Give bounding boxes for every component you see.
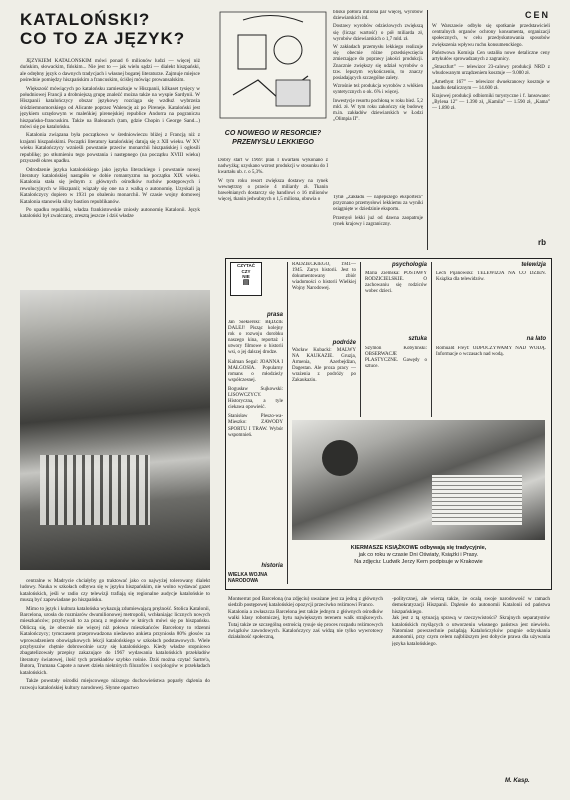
article-paragraph: Większość mówiących po katalońsku zamieszkuje w Hiszpanii, kilkaset tysięcy w południowej Francji a drobniejszą grupę znaleźć można także na wyspie Sardynii. W Hiszpanii katalończycy obszar językowy rozciąga się wzdłuż wybrzeża śródziemnomorskiego od Alicante poprzez Walencję aż po Pireneje. Kataloński jest językiem urzędowym w maleńkiej pirenejskiej republice Andorra na pograniczu hiszpańsko-francuskim. Także na Balearach (tam, gdzie Chopin i George Sand...) mówi się po katalońsku. [20, 85, 200, 131]
montserrat-photo [20, 290, 210, 570]
reviews-column-mid [292, 262, 356, 417]
caption-line: Na zdjęciu: Ludwik Jerzy Kern podpisuje w Krakowie [354, 559, 483, 565]
article-paragraph: Mimo to język i kultura katalońska wykazują zdumiewającą prężność. Stolica Katalonii, Barcelona, urosła do rozmiarów dwumilionowej metropolii, wchłaniając licznych nowych mieszkańców; przybywali to za pracą z regionów w których mówi się po hiszpańsku. Obliczą się, że obecnie nie więcej niż połowa mieszkańców Barcelony to rdzenni Katalończycy; tymczasem przeprowadzona niedawno ankieta przyniosła 80% głosów za wprowadzeniem obowiązkowych lekcji katalońskiego w szkołach podstawowych. Wiele przybyszów chętnie dobrowolnie uczy się katalońskiego. Kiedy władze stopniowo zbagatelizowały przepisy zakazujące do 1967 wydawania katalońskich przekładów literatury światowej, ilość tych przekładów szybko rośnie. Dziś można czytać Sartre'a, Butora, Trumana Capote a nawet dzieła niektórych filozofów i socjologów w przekładach katalońskich. [20, 605, 210, 676]
article-paragraph: Także powstały ośrodki miejscowego niższego duchowieństwa poparły dążenia do rozwoju katalońskiej kultury narodowej. Słynne opactwo [20, 678, 210, 691]
resort-column-a [218, 158, 328, 248]
article-column-3: -politycznej, ale wierzą także, że ocalą swoje narodowość w ramach demokratyzacji Hiszpanii. Dążenie do autonomii Katalonii od państwa hiszpańskiego. Jak jest z tą sytuacją sprawą w rzeczywistości? Skrajnych separatystów katalońskich myślących o utworzeniu własnego państwa jest niewielu. Natomiast powszechnie pożądają Katalończyków pragnie odzyskania autonomii, przy czym celem najbliższym jest dobycie prawa dla używania języka katalońskiego. [392, 596, 550, 647]
resort-item: blisko półtora miliona par więcej, wyrobów dziewiarskich itd. [333, 10, 423, 22]
resort-item: Tytuł „Zakładu — najlepszego eksportera” przyznano przemysłowi lekkiemu za wyniki osiągnięte w dziedzinie eksportu. [333, 195, 423, 213]
column-divider [287, 262, 288, 584]
tag-historia: historia [261, 563, 283, 569]
review-item: Kalman Segal: JOANNA I MAŁGOSIA. Popularny romans o młodzieży współczesnej. [228, 359, 283, 383]
resort-item: W zakładach przemysłu lekkiego realizuje się obecnie różne przedsięwzięcia zmierzające do poprawy jakości produkcji. Znacznie zwiększy się udział wyrobów o tzw. lepszym wykończeniu, to znaczy posiadających szczególne zalety. [333, 45, 423, 82]
review-item: Wacław Kubacki: MALWY NA KAUKAZIE. Gruzja, Armenia, Azerbejdżan, Dagestan. Ale proza pracy — wrażenia z podróży po Zakaukaziu. [292, 348, 356, 384]
headline-line2: CO TO ZA JĘZYK? [20, 29, 186, 48]
review-item: Jan Siekierski: BĘDZIE DALEJ! Pisząc kolejny rok o rozwoju dorobku naszego kina, reportaż i utwory filmowe o historii wsi, o jej dalszej drodze. [228, 320, 283, 356]
tag-prasa: prasa [266, 312, 283, 318]
review-item: Maria Ziemska: POSTAWY RODZICIELSKIE. O zachowaniu się rodziców wobec dzieci. [365, 271, 427, 295]
resort-item: W tym roku resort zwiększa dostawy na rynek wewnętrzny o prawie 4 miliardy zł. Tkanin bawełnianych dostarczy się handlowi o 16 milionów więcej, tkanin jedwabnych o 1,5 miliona, obuwia o [218, 178, 328, 203]
resort-item: Przemysł lekki już od dawna zaopatruje rynek krajowy i zagraniczny. [333, 215, 423, 227]
monastery-building-image [40, 455, 150, 525]
article-paragraph: Odrodzenie języka katalońskiego jako języka literackiego i powstanie nowej literatury katalońskiej nastąpiło w dobie romantyzmu na początku XIX wieku. Katalonia stała się jednym z głównych ośrodków ruchów postępowych i rewolucyjnych w Hiszpanii; wiązały się one na z walką o autonomię. Uzyskali ją Katalończycy dopiero w 1931 po obaleniu monarchii. W czasie wojny domowej Katalonia stanowiła silny bastion republikanów. [20, 166, 200, 205]
reviews-column-psych [365, 271, 427, 341]
historia-title: WIELKA WOJNA NARODOWA [228, 572, 268, 584]
review-item: RADZIECKIEGO, 1941—1945. Zarys historii. Jest to dokumentowany zbiór wiadomości o historii Wielkiej Wojny Narodowej. [292, 262, 356, 292]
headline [20, 10, 200, 48]
prices-item: W Warszawie odbyło się spotkanie przedstawicieli centralnych organów ochrony konsumenta, organizacji społecznych, w celu przedyskutowania sposobów zwiększenia wpływu ruchu konsumenckiego. [432, 24, 550, 48]
resort-column-c [333, 195, 423, 250]
book-fair-photo [292, 420, 545, 540]
prices-item: Państwowa Komisja Cen ustaliła nowe detaliczne ceny artykułów sprowadzanych z zagranicy. [432, 50, 550, 63]
prices-title: CEN [524, 10, 550, 20]
person-head-image [322, 440, 358, 476]
review-item: Stanisław Pleszo-wa-Mieszko: ZAWODY SPORTU I TRAW. Wybór wspomnień. [228, 414, 283, 438]
tag-na-lato: na lato [526, 336, 546, 342]
prices-item: „Amethyst 167” — telewizor dwuekranowy kosztuje w handlu detalicznym — 14.600 zł. [432, 79, 550, 91]
resort-title-line2: PRZEMYSŁU LEKKIEGO [232, 139, 314, 146]
column-divider [431, 262, 432, 417]
resort-item: Dobry start w 1969: plan I kwartału wykonano z nadwyżką; uzyskano wzrost produkcji w stosunku do I kwartału ub. r. o 5,3%. [218, 158, 328, 176]
prices-column [432, 10, 550, 250]
resort-item: Dostawy wyrobów odzieżowych zwiększą się (licząc wartość) o pół miliarda zł, wyrobów dziewiarskich o 1,7 mld. zł. [333, 24, 423, 42]
article-paragraph: Po upadku republiki, władza frankistowskie zniosły autonomię Katalonii. Język kataloński był zwalczany, zresztą jeszcze i dziś władze [20, 206, 200, 220]
review-item: Bogusław Sujkowski: LISOWCZYCY. Historyczna, a tyle ciekawa opowieść. [228, 386, 283, 411]
author-initials: rb [538, 238, 546, 247]
review-item: Romuald Freyt: ODPOCZYWAMY NAD WODĄ. Informacje o wczasach nad wodą. [436, 346, 546, 358]
reviews-logo [230, 262, 262, 296]
review-item: Lech Pijanowski: TELEWIZJA NA CO DZIEŃ. Książka dla telewidzów. [436, 271, 546, 283]
books-image [432, 475, 522, 525]
column-divider [360, 262, 361, 417]
article-paragraph: centralne w Madrycie chciałyby go traktować jako co najwyżej tolerowany dialekt ludowy. Nauka w szkołach odbywa się w języku hiszpańskim, nie wolno wydawać gazet katalońskich, jeśli w radio czy telewizji trafiają się regionalne audycje katalońskie to muszą być zapowiadane po hiszpańsku. [20, 578, 210, 604]
article-column-1 [20, 58, 200, 288]
logo-line: CZY [241, 268, 251, 274]
industry-drawing-icon [218, 10, 328, 120]
logo-line: CZYTAĆ [237, 263, 255, 268]
article-column-1-bottom [20, 578, 210, 788]
reviews-column-lato [436, 346, 546, 416]
article-author: M. Kasp. [505, 778, 530, 784]
article-paragraph: Katalonia związana była początkowo w średniowieczu bliżej z Francją niż z krajami hiszpańskimi. Początki literatury katalońskiej datują się z XII wieku. W XV wieku Katalończycy wznieśli powstanie przeciw monarchii hiszpańskiej i ogłosili republikę; po stłumieniu tego powstania i następnego (na początku XVIII wieku) przyszedł okres upadku. [20, 132, 200, 165]
photo-caption [292, 545, 545, 566]
headline-line1: KATALOŃSKI? [20, 10, 151, 29]
tag-psychologia: psychologia [391, 262, 427, 268]
article-column-2: Montserrat pod Barceloną (na zdjęciu) uważane jest za jedną z głównych siedzib postępowej katalońskiej opozycji przeciwko reżimowi Franco. Katalonia a zwłaszcza Barcelona jest także jednym z głównych ośrodków walki klasy robotniczej, bytu największym terenem walk strajkowych. Tutaj także ze szczególną ostrością rysuje się proces rozpadu reżimowych związków zawodowych. Katalończycy zaś widzą nie tylko wywrotowy działalność społeczną, [228, 596, 383, 641]
resort-item: Inwestycje resortu pochłoną w roku bież. 5,2 mld. zł. W tym roku zakończy się budowę m.in. zakładów dziewiarskich w Łodzi „Olimpia II”. [333, 98, 423, 123]
column-divider [427, 10, 428, 250]
tag-sztuka: sztuka [408, 336, 427, 342]
resort-title-line1: CO NOWEGO W RESORCIE? [224, 130, 322, 137]
logo-line: NIE [242, 274, 250, 279]
reviews-column-prasa [228, 320, 283, 560]
book-icon: ▤ [242, 278, 250, 286]
reviews-column-tv [436, 271, 546, 341]
article-paragraph: JĘZYKIEM KATALOŃSKIM mówi ponad 6 milionów ludzi — więcej niż duńskim, słowackim, fińskim... Nie jest to — jak wielu sądzi — dialekt hiszpański, ale odrębny język o dawnych tradycjach i własnej bogatej literaturze. Zajmuje miejsce pośrednie pomiędzy hiszpańskim a francuskim, ściślej mówiąc prowansalskim. [20, 58, 200, 84]
resort-illustration [218, 10, 328, 150]
caption-line: jak co roku w czasie Dni Oświaty, Książki i Prasy. [358, 552, 479, 558]
caption-line: KIERMASZE KSIĄŻKOWE odbywają się tradycyjnie, [350, 545, 487, 551]
review-item: Szymon Kobyliński: OBSERWACJE PLASTYCZNE. Gawędy o sztuce. [365, 346, 427, 370]
tag-podroze: podróże [332, 340, 356, 346]
resort-item: Wzrośnie też produkcja wyrobów z włókien syntetycznych o ok. 6% i więcej. [333, 84, 423, 96]
prices-item: Krajowej produkcji odbiorniki turystyczne i f. lansowane: „Bylena 12” — 1.390 zł, „Kamila” — 1.590 zł, „Kama” — 1.890 zł. [432, 94, 550, 112]
reviews-column-sztuka [365, 346, 427, 416]
prices-item: „Straszfurt” — telewizor 23-calowy produkcji NRD z wbudowanym urządzeniem kosztuje — 9.000 zł. [432, 65, 550, 77]
tag-telewizja: telewizja [521, 262, 546, 268]
